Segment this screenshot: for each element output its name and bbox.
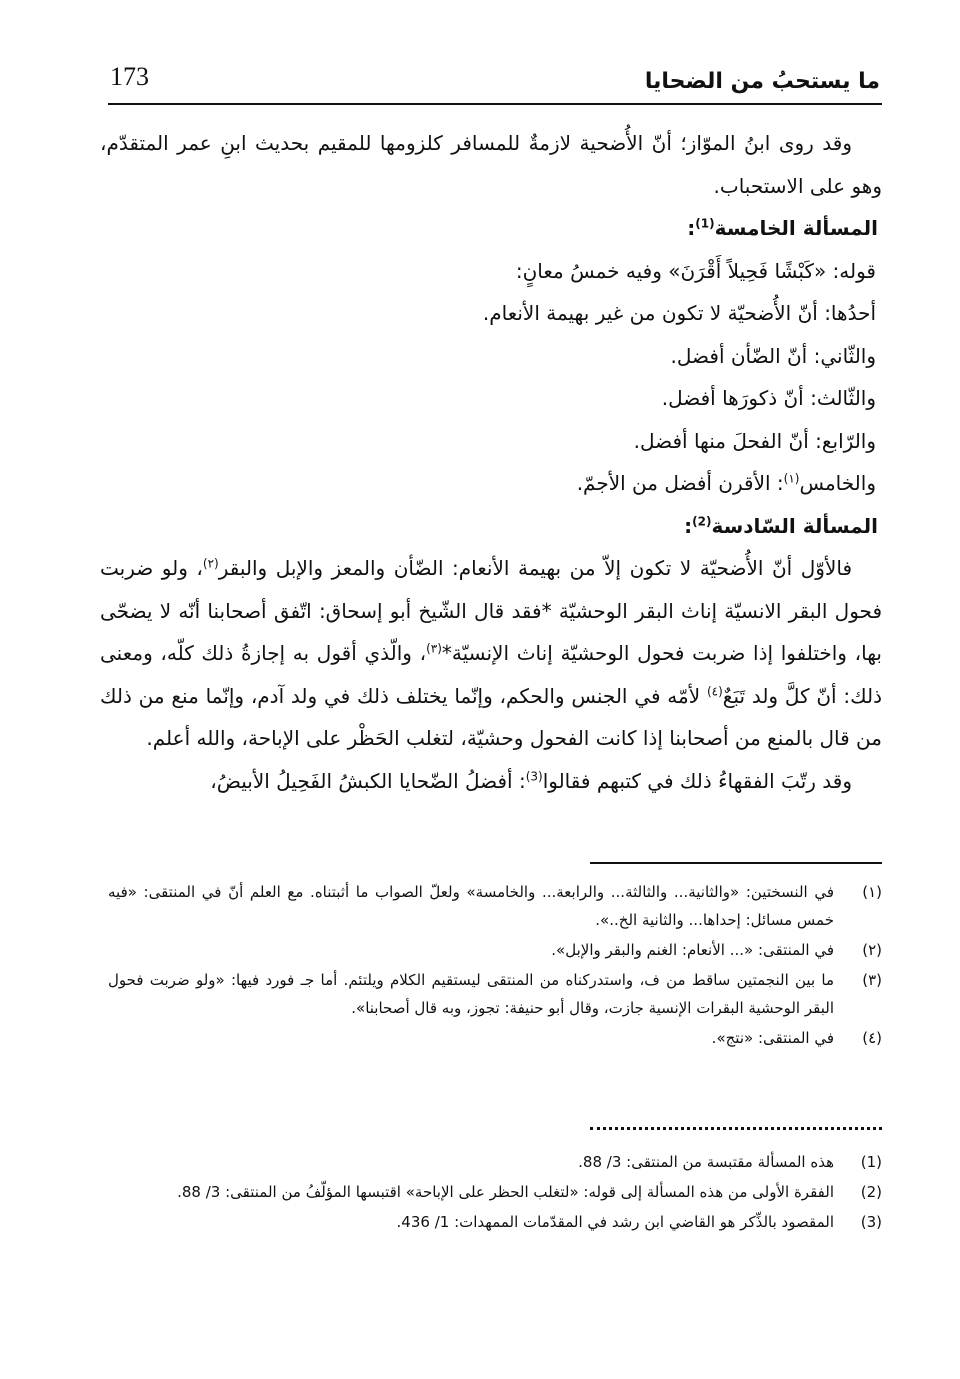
footnote-item xyxy=(108,1208,882,1236)
footnote-separator xyxy=(590,862,882,864)
footnote-ref: (1) xyxy=(695,216,715,231)
footnote-text: المقصود بالذِّكر هو القاضي ابن رشد في المقدّمات الممهدات: 1/ 436. xyxy=(396,1213,834,1231)
footnote-number: (٣) xyxy=(862,971,882,989)
main-text xyxy=(100,122,882,802)
footnote-number: (1) xyxy=(860,1153,882,1171)
footnote-text: ما بين النجمتين ساقط من ف، واستدركناه من المنتقى ليستقيم الكلام ويلتئم. أما جـ فورد فيها: «ولو ضربت فحول البقر الوحشية البقرات الإنسية جازت، وقال أبو حنيفة: تجوز، وبه قال أصحابنا». xyxy=(108,971,834,1017)
footnote-ref: (٣) xyxy=(426,641,442,656)
footnote-item xyxy=(108,936,882,964)
paragraph-jurists xyxy=(100,760,882,803)
meaning-first: أحدُها: أنّ الأُضحيّة لا تكون من غير بهيمة الأنعام. xyxy=(482,301,876,325)
footnote-dotted-separator xyxy=(590,1127,882,1130)
footnote-item xyxy=(108,1178,882,1206)
paragraph-ibn-mawwaz: وقد روى ابنُ الموّاز؛ أنّ الأُضحية لازمةٌ للمسافر كلزومها للمقيم بحديث ابنِ عمر المتقدّم، وهو على الاستحباب. xyxy=(100,131,882,198)
heading-sixth-issue xyxy=(100,505,882,548)
paragraph-first-point xyxy=(100,547,882,760)
footnote-text: الفقرة الأولى من هذه المسألة إلى قوله: «لتغلب الحظر على الإباحة» اقتبسها المؤلّفُ من المنتقى: 3/ 88. xyxy=(177,1183,834,1201)
heading-sixth-text: المسألة السّادسة xyxy=(711,513,878,538)
paragraph-text: فالأوّل أنّ الأُضحيّة لا تكون إلاّ من بهيمة الأنعام: الضّأن والمعز والإبل والبقر xyxy=(218,556,852,580)
footnote-number: (٤) xyxy=(862,1029,882,1047)
heading-colon: : xyxy=(684,513,693,538)
footnote-item xyxy=(108,878,882,934)
footnote-ref: (٤) xyxy=(706,683,723,698)
heading-colon: : xyxy=(687,216,696,240)
footnote-number: (١) xyxy=(862,883,882,901)
footnote-text: في النسختين: «والثانية... والثالثة... والرابعة... والخامسة» ولعلّ الصواب ما أثبتناه. مع العلم أنّ في المنتقى: «فيه خمس مسائل: إحداها... والثانية الخ..». xyxy=(108,883,834,929)
footnote-number: (٢) xyxy=(862,941,882,959)
paragraph-text: وقد رتّبَ الفقهاءُ ذلك في كتبهم فقالوا xyxy=(542,768,852,793)
footnote-number: (3) xyxy=(860,1213,882,1231)
footnotes-editor xyxy=(108,878,882,1054)
paragraph-text: ، ولو ضربت فحول البقر الانسيّة إناث البقر الوحشيّة *فقد قال الشّيخ أبو إسحاق: اتّفق أصحابنا أنّه لا يضحّى بها، واختلفوا إذا ضربت فحول الوحشيّة إناث الإنسيّة* xyxy=(100,556,882,665)
paragraph-text: ، والّذي أقول به إجازةُ ذلك كلّه، ومعنى ذلك: أنّ كلَّ ولد تَبَعٌ xyxy=(100,641,883,708)
footnote-text: في المنتقى: «... الأنعام: الغنم والبقر والإبل». xyxy=(551,941,834,959)
paragraph-text: لأمّه في الجنس والحكم، وإنّما يختلف ذلك في ولد آدم، وإنّما منع من ذلك من قال بالمنع من أصحابنا إذا كانت الفحول وحشيّة، لتغلب الحَظْر على الإباحة، والله أعلم. xyxy=(100,683,882,750)
header-rule xyxy=(108,103,882,105)
running-title: ما يستحبُ من الضحايا xyxy=(644,69,880,94)
paragraph-text: : أفضلُ الضّحايا الكبشُ الفَحِيلُ الأبيضُ، xyxy=(210,768,526,793)
footnote-item xyxy=(108,1024,882,1052)
footnote-ref: (٢) xyxy=(202,556,219,571)
meaning-fourth: والرّابع: أنّ الفحلَ منها أفضل. xyxy=(633,428,876,453)
page-number: 173 xyxy=(110,62,149,91)
meaning-third: والثّالث: أنّ ذكورَها أفضل. xyxy=(661,386,876,410)
heading-fifth-text: المسألة الخامسة xyxy=(714,216,878,240)
quote-line: قوله: «كَبْشًا فَحِيلاً أَقْرَنَ» وفيه خمسُ معانٍ: xyxy=(515,258,876,283)
footnote-item xyxy=(108,1148,882,1176)
footnote-text: هذه المسألة مقتبسة من المنتقى: 3/ 88. xyxy=(578,1153,834,1171)
footnotes-sources xyxy=(108,1148,882,1238)
footnote-item xyxy=(108,966,882,1022)
meaning-second: والثّاني: أنّ الضّأن أفضل. xyxy=(670,343,876,368)
footnote-ref: (3) xyxy=(525,768,543,783)
heading-fifth-issue xyxy=(100,207,882,250)
footnote-ref: (2) xyxy=(692,513,712,528)
meaning-fifth xyxy=(100,462,882,505)
meaning-fifth-text: : الأقرن أفضل من الأجمّ. xyxy=(576,471,784,495)
footnote-ref: (١) xyxy=(783,471,800,486)
footnote-number: (2) xyxy=(860,1183,882,1201)
footnote-text: في المنتقى: «نتج». xyxy=(711,1029,834,1047)
meaning-fifth-label: والخامس xyxy=(799,471,876,495)
